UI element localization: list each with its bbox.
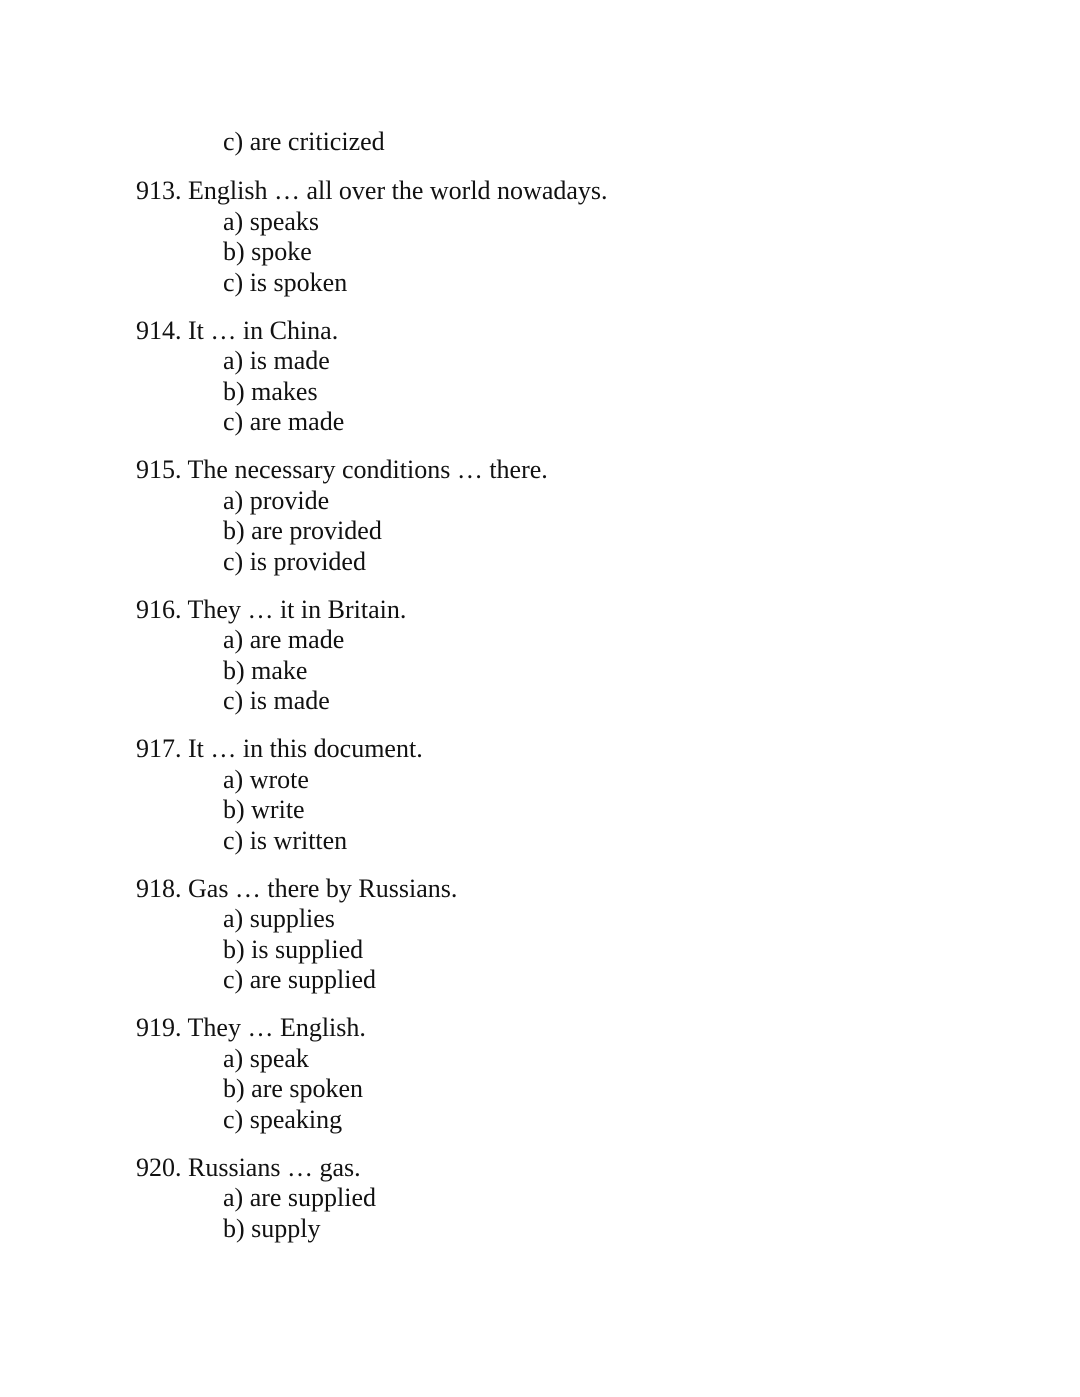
option-a: a) speaks	[223, 206, 320, 236]
option-a: a) wrote	[223, 764, 309, 794]
option-list	[136, 1044, 1036, 1136]
option-a: a) provide	[223, 485, 330, 515]
option-list	[136, 346, 1036, 438]
option-c: c) is made	[223, 686, 330, 715]
option-b: b) is supplied	[223, 934, 364, 964]
option-a: a) is made	[223, 346, 330, 375]
option-c: c) is provided	[223, 546, 366, 576]
question-920	[136, 1153, 1036, 1245]
option-c: c) is written	[223, 825, 348, 855]
option-a: a) are supplied	[223, 1183, 377, 1212]
question-stem	[136, 176, 1036, 207]
option-list	[136, 1183, 1036, 1244]
question-number: 917.	[136, 734, 182, 763]
option-list	[136, 207, 1036, 299]
question-text: Gas … there by Russians.	[188, 873, 458, 903]
option-a: a) supplies	[223, 904, 335, 933]
question-916	[136, 595, 1036, 717]
carryover-option: c) are criticized	[223, 127, 385, 156]
question-number: 918.	[136, 873, 182, 903]
question-text: English … all over the world nowadays.	[188, 176, 608, 205]
question-number: 913.	[136, 176, 182, 205]
option-list	[136, 486, 1036, 578]
question-text: They … it in Britain.	[187, 594, 407, 624]
question-number: 919.	[136, 1013, 182, 1042]
option-c: c) speaking	[223, 1104, 343, 1134]
question-915	[136, 455, 1036, 577]
question-913	[136, 176, 1036, 298]
question-stem	[136, 874, 1036, 905]
option-a: a) speak	[223, 1043, 309, 1073]
question-number: 920.	[136, 1152, 182, 1182]
option-list	[136, 765, 1036, 857]
question-919	[136, 1013, 1036, 1135]
option-c: c) is spoken	[223, 267, 348, 297]
question-918	[136, 874, 1036, 996]
question-stem	[136, 734, 1036, 765]
question-stem	[136, 455, 1036, 486]
question-stem	[136, 1013, 1036, 1044]
question-number: 915.	[136, 455, 182, 484]
option-b: b) write	[223, 795, 305, 824]
question-917	[136, 734, 1036, 856]
question-914	[136, 316, 1036, 438]
option-b: b) spoke	[223, 237, 312, 266]
question-list	[136, 176, 1036, 1262]
question-text: The necessary conditions … there.	[187, 455, 548, 484]
question-number: 914.	[136, 315, 182, 345]
question-stem	[136, 595, 1036, 626]
option-b: b) are spoken	[223, 1074, 364, 1103]
question-stem	[136, 316, 1036, 347]
option-b: b) make	[223, 655, 308, 685]
question-text: They … English.	[187, 1013, 366, 1042]
question-stem	[136, 1153, 1036, 1184]
option-c: c) are supplied	[223, 965, 377, 994]
question-text: It … in China.	[188, 315, 339, 345]
question-text: Russians … gas.	[188, 1152, 361, 1182]
option-b: b) supply	[223, 1213, 321, 1243]
question-text: It … in this document.	[188, 734, 423, 763]
option-a: a) are made	[223, 625, 345, 654]
option-list	[136, 625, 1036, 717]
question-number: 916.	[136, 594, 182, 624]
option-c: c) are made	[223, 407, 345, 436]
option-b: b) are provided	[223, 516, 382, 545]
option-b: b) makes	[223, 376, 318, 406]
option-list	[136, 904, 1036, 996]
